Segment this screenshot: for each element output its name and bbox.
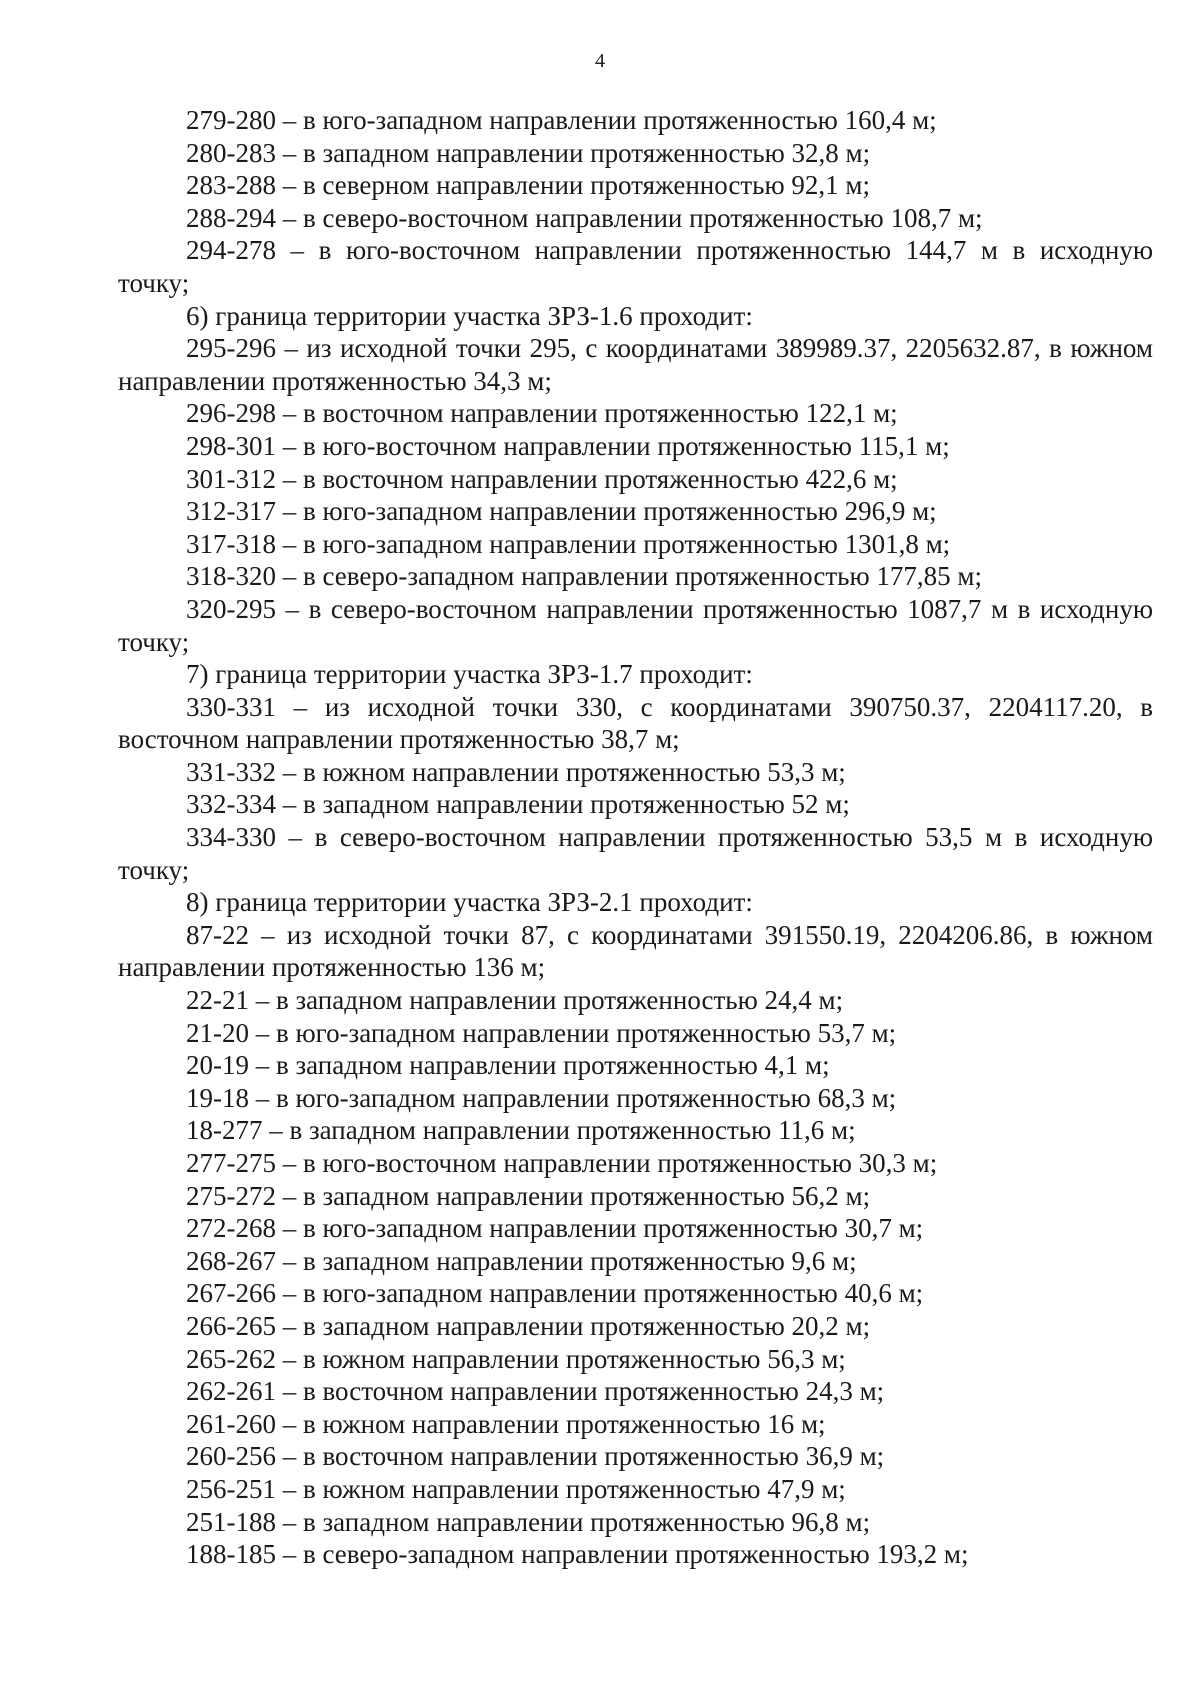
paragraph: 283-288 – в северном направлении протяженностью 92,1 м; (186, 170, 871, 201)
section-heading: 7) граница территории участка ЗРЗ-1.7 проходит: (186, 659, 753, 690)
paragraph: 19-18 – в юго-западном направлении протяженностью 68,3 м; (186, 1082, 897, 1113)
paragraph: 272-268 – в юго-западном направлении протяженностью 30,7 м; (186, 1213, 924, 1244)
paragraph: 312-317 – в юго-западном направлении протяженностью 296,9 м; (186, 496, 937, 527)
paragraph: 330-331 – из исходной точки 330, с координатами 390750.37, 2204117.20, в восточном направлении протяженностью 38,7 м; (118, 691, 1153, 755)
paragraph: 320-295 – в северо-восточном направлении протяженностью 1087,7 м в исходную точку; (118, 593, 1153, 657)
paragraph: 87-22 – из исходной точки 87, с координатами 391550.19, 2204206.86, в южном направлении протяженностью 136 м; (118, 919, 1153, 983)
paragraph: 317-318 – в юго-западном направлении протяженностью 1301,8 м; (186, 528, 951, 559)
page-number: 4 (595, 50, 605, 72)
paragraph: 296-298 – в восточном направлении протяженностью 122,1 м; (186, 398, 898, 429)
paragraph: 266-265 – в западном направлении протяженностью 20,2 м; (186, 1310, 871, 1341)
section-heading: 8) граница территории участка ЗРЗ-2.1 проходит: (186, 887, 753, 918)
paragraph: 331-332 – в южном направлении протяженностью 53,3 м; (186, 756, 846, 787)
paragraph: 280-283 – в западном направлении протяженностью 32,8 м; (186, 137, 871, 168)
paragraph: 294-278 – в юго-восточном направлении протяженностью 144,7 м в исходную точку; (118, 235, 1153, 298)
paragraph: 298-301 – в юго-восточном направлении протяженностью 115,1 м; (186, 430, 950, 461)
paragraph: 260-256 – в восточном направлении протяженностью 36,9 м; (186, 1441, 885, 1472)
paragraph: 279-280 – в юго-западном направлении протяженностью 160,4 м; (186, 105, 937, 135)
paragraph: 256-251 – в южном направлении протяженностью 47,9 м; (186, 1473, 846, 1504)
paragraph: 318-320 – в северо-западном направлении протяженностью 177,85 м; (186, 561, 982, 592)
paragraph: 20-19 – в западном направлении протяженностью 4,1 м; (186, 1050, 830, 1081)
paragraph: 262-261 – в восточном направлении протяженностью 24,3 м; (186, 1376, 885, 1407)
paragraph: 21-20 – в юго-западном направлении протяженностью 53,7 м; (186, 1017, 897, 1048)
paragraph: 22-21 – в западном направлении протяженностью 24,4 м; (186, 985, 844, 1016)
paragraph: 277-275 – в юго-восточном направлении протяженностью 30,3 м; (186, 1148, 938, 1178)
paragraph: 265-262 – в южном направлении протяженностью 56,3 м; (186, 1343, 846, 1374)
document-body (118, 104, 1153, 1571)
paragraph: 301-312 – в восточном направлении протяженностью 422,6 м; (186, 463, 898, 494)
paragraph: 268-267 – в западном направлении протяженностью 9,6 м; (186, 1245, 857, 1276)
paragraph: 332-334 – в западном направлении протяженностью 52 м; (186, 789, 850, 820)
paragraph: 267-266 – в юго-западном направлении протяженностью 40,6 м; (186, 1278, 924, 1309)
section-heading: 6) граница территории участка ЗРЗ-1.6 проходит: (186, 300, 753, 331)
paragraph: 288-294 – в северо-восточном направлении протяженностью 108,7 м; (186, 202, 983, 233)
paragraph: 251-188 – в западном направлении протяженностью 96,8 м; (186, 1506, 871, 1537)
paragraph: 334-330 – в северо-восточном направлении протяженностью 53,5 м в исходную точку; (118, 822, 1153, 885)
paragraph: 18-277 – в западном направлении протяженностью 11,6 м; (186, 1115, 856, 1146)
paragraph: 188-185 – в северо-западном направлении протяженностью 193,2 м; (186, 1539, 969, 1570)
paragraph: 275-272 – в западном направлении протяженностью 56,2 м; (186, 1180, 871, 1211)
paragraph: 261-260 – в южном направлении протяженностью 16 м; (186, 1408, 826, 1439)
paragraph: 295-296 – из исходной точки 295, с координатами 389989.37, 2205632.87, в южном направлении протяженностью 34,3 м; (118, 333, 1153, 396)
